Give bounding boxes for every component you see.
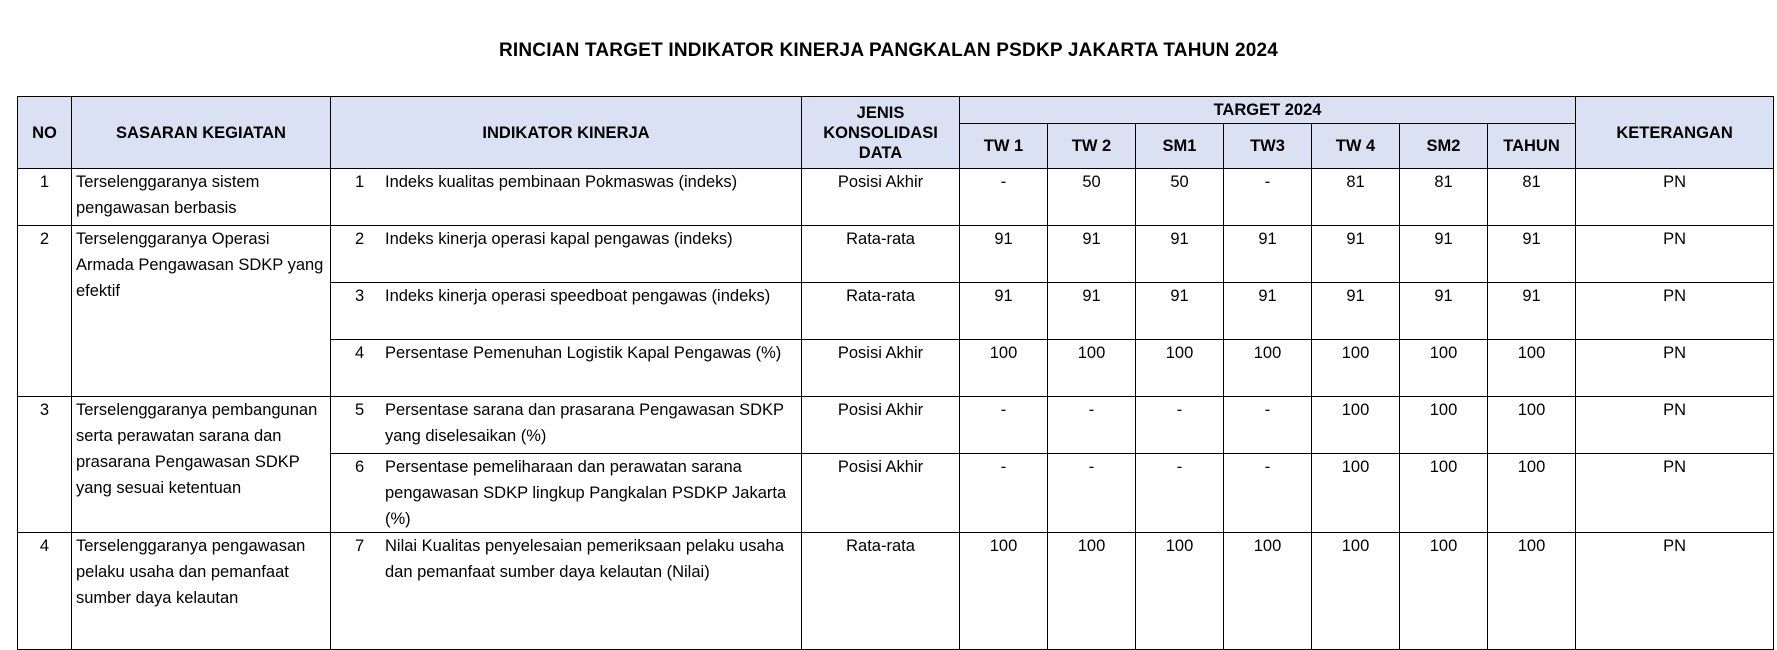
target-sm1: 50 [1136, 169, 1224, 226]
target-tw4: 91 [1312, 226, 1400, 283]
target-sm2: 100 [1400, 533, 1488, 650]
target-tw4: 100 [1312, 533, 1400, 650]
target-sm2: 100 [1400, 454, 1488, 533]
target-tahun: 100 [1488, 533, 1576, 650]
header-row [18, 97, 1774, 124]
header-tahun: TAHUN [1488, 124, 1576, 169]
target-sm1: 100 [1136, 533, 1224, 650]
target-tahun: 100 [1488, 340, 1576, 397]
header-no: NO [18, 97, 72, 169]
target-tw3: 100 [1224, 533, 1312, 650]
jenis-konsolidasi: Rata-rata [802, 533, 960, 650]
indikator-text: Indeks kinerja operasi kapal pengawas (indeks) [385, 230, 733, 248]
target-sm2: 100 [1400, 340, 1488, 397]
table-row [18, 397, 1774, 454]
target-tw2: 91 [1048, 226, 1136, 283]
target-tw3: - [1224, 397, 1312, 454]
header-tw3: TW3 [1224, 124, 1312, 169]
target-tahun: 91 [1488, 226, 1576, 283]
target-tw4: 91 [1312, 283, 1400, 340]
target-sm1: - [1136, 397, 1224, 454]
sasaran-text: Terselenggaranya sistem pengawasan berbasis [72, 169, 331, 226]
target-tw1: - [960, 454, 1048, 533]
indikator-cell [331, 397, 802, 454]
target-sm2: 81 [1400, 169, 1488, 226]
indikator-cell [331, 533, 802, 650]
target-tw3: 91 [1224, 283, 1312, 340]
sasaran-no: 3 [18, 397, 72, 533]
indikator-text: Persentase Pemenuhan Logistik Kapal Pengawas (%) [385, 344, 782, 362]
header-tw2: TW 2 [1048, 124, 1136, 169]
header-sm1: SM1 [1136, 124, 1224, 169]
keterangan: PN [1576, 533, 1774, 650]
table-row [18, 226, 1774, 283]
indikator-text: Persentase sarana dan prasarana Pengawasan SDKP yang diselesaikan (%) [385, 401, 784, 445]
jenis-konsolidasi: Posisi Akhir [802, 169, 960, 226]
header-tw1: TW 1 [960, 124, 1048, 169]
target-tw3: 91 [1224, 226, 1312, 283]
indikator-text: Indeks kinerja operasi speedboat pengawas (indeks) [385, 287, 771, 305]
sasaran-text: Terselenggaranya Operasi Armada Pengawasan SDKP yang efektif [72, 226, 331, 397]
target-sm2: 91 [1400, 283, 1488, 340]
performance-target-table [17, 96, 1774, 650]
target-tahun: 100 [1488, 454, 1576, 533]
indikator-cell [331, 169, 802, 226]
header-keterangan: KETERANGAN [1576, 97, 1774, 169]
keterangan: PN [1576, 283, 1774, 340]
target-sm1: - [1136, 454, 1224, 533]
header-jenis-line2: KONSOLIDASI [823, 123, 938, 142]
header-target-2024: TARGET 2024 [960, 97, 1576, 124]
indikator-no: 5 [355, 401, 365, 419]
table-row [18, 533, 1774, 650]
keterangan: PN [1576, 397, 1774, 454]
header-jenis-konsolidasi-data [802, 97, 960, 169]
indikator-cell [331, 340, 802, 397]
sasaran-no: 1 [18, 169, 72, 226]
indikator-no: 6 [355, 458, 365, 476]
target-tw2: 100 [1048, 533, 1136, 650]
indikator-text: Nilai Kualitas penyelesaian pemeriksaan pelaku usaha dan pemanfaat sumber daya kelautan (Nilai) [385, 537, 784, 581]
keterangan: PN [1576, 169, 1774, 226]
indikator-text: Indeks kualitas pembinaan Pokmaswas (indeks) [385, 173, 738, 191]
target-sm2: 100 [1400, 397, 1488, 454]
target-tw2: 91 [1048, 283, 1136, 340]
target-sm1: 100 [1136, 340, 1224, 397]
target-tahun: 91 [1488, 283, 1576, 340]
sasaran-text: Terselenggaranya pembangunan serta perawatan sarana dan prasarana Pengawasan SDKP yang sesuai ketentuan [72, 397, 331, 533]
jenis-konsolidasi: Posisi Akhir [802, 397, 960, 454]
target-sm1: 91 [1136, 226, 1224, 283]
keterangan: PN [1576, 454, 1774, 533]
target-tw2: - [1048, 454, 1136, 533]
header-sm2: SM2 [1400, 124, 1488, 169]
target-sm1: 91 [1136, 283, 1224, 340]
sasaran-text: Terselenggaranya pengawasan pelaku usaha dan pemanfaat sumber daya kelautan [72, 533, 331, 650]
indikator-no: 4 [355, 344, 365, 362]
target-tw1: 91 [960, 283, 1048, 340]
target-tw1: 100 [960, 340, 1048, 397]
header-indikator-kinerja: INDIKATOR KINERJA [331, 97, 802, 169]
target-tw2: - [1048, 397, 1136, 454]
jenis-konsolidasi: Rata-rata [802, 226, 960, 283]
table-row [18, 169, 1774, 226]
target-tw4: 100 [1312, 340, 1400, 397]
target-tw3: - [1224, 454, 1312, 533]
indikator-cell [331, 454, 802, 533]
keterangan: PN [1576, 340, 1774, 397]
jenis-konsolidasi: Rata-rata [802, 283, 960, 340]
target-tahun: 100 [1488, 397, 1576, 454]
keterangan: PN [1576, 226, 1774, 283]
target-tw3: - [1224, 169, 1312, 226]
indikator-no: 2 [355, 230, 365, 248]
sasaran-no: 2 [18, 226, 72, 397]
target-tw4: 100 [1312, 454, 1400, 533]
target-tw2: 100 [1048, 340, 1136, 397]
indikator-no: 1 [355, 173, 365, 191]
target-tw1: - [960, 169, 1048, 226]
target-tw2: 50 [1048, 169, 1136, 226]
sasaran-no: 4 [18, 533, 72, 650]
header-jenis-line1: JENIS [856, 103, 905, 122]
header-jenis-line3: DATA [858, 143, 903, 162]
target-tw1: 91 [960, 226, 1048, 283]
header-tw4: TW 4 [1312, 124, 1400, 169]
indikator-no: 7 [355, 537, 365, 555]
page-title: RINCIAN TARGET INDIKATOR KINERJA PANGKALAN PSDKP JAKARTA TAHUN 2024 [498, 40, 1279, 61]
indikator-text: Persentase pemeliharaan dan perawatan sarana pengawasan SDKP lingkup Pangkalan PSDKP Jakarta (%) [385, 458, 787, 528]
jenis-konsolidasi: Posisi Akhir [802, 340, 960, 397]
target-tw1: 100 [960, 533, 1048, 650]
jenis-konsolidasi: Posisi Akhir [802, 454, 960, 533]
target-tw4: 100 [1312, 397, 1400, 454]
target-tahun: 81 [1488, 169, 1576, 226]
target-tw4: 81 [1312, 169, 1400, 226]
header-sasaran-kegiatan: SASARAN KEGIATAN [72, 97, 331, 169]
indikator-cell [331, 226, 802, 283]
target-tw3: 100 [1224, 340, 1312, 397]
target-sm2: 91 [1400, 226, 1488, 283]
indikator-cell [331, 283, 802, 340]
target-tw1: - [960, 397, 1048, 454]
indikator-no: 3 [355, 287, 365, 305]
